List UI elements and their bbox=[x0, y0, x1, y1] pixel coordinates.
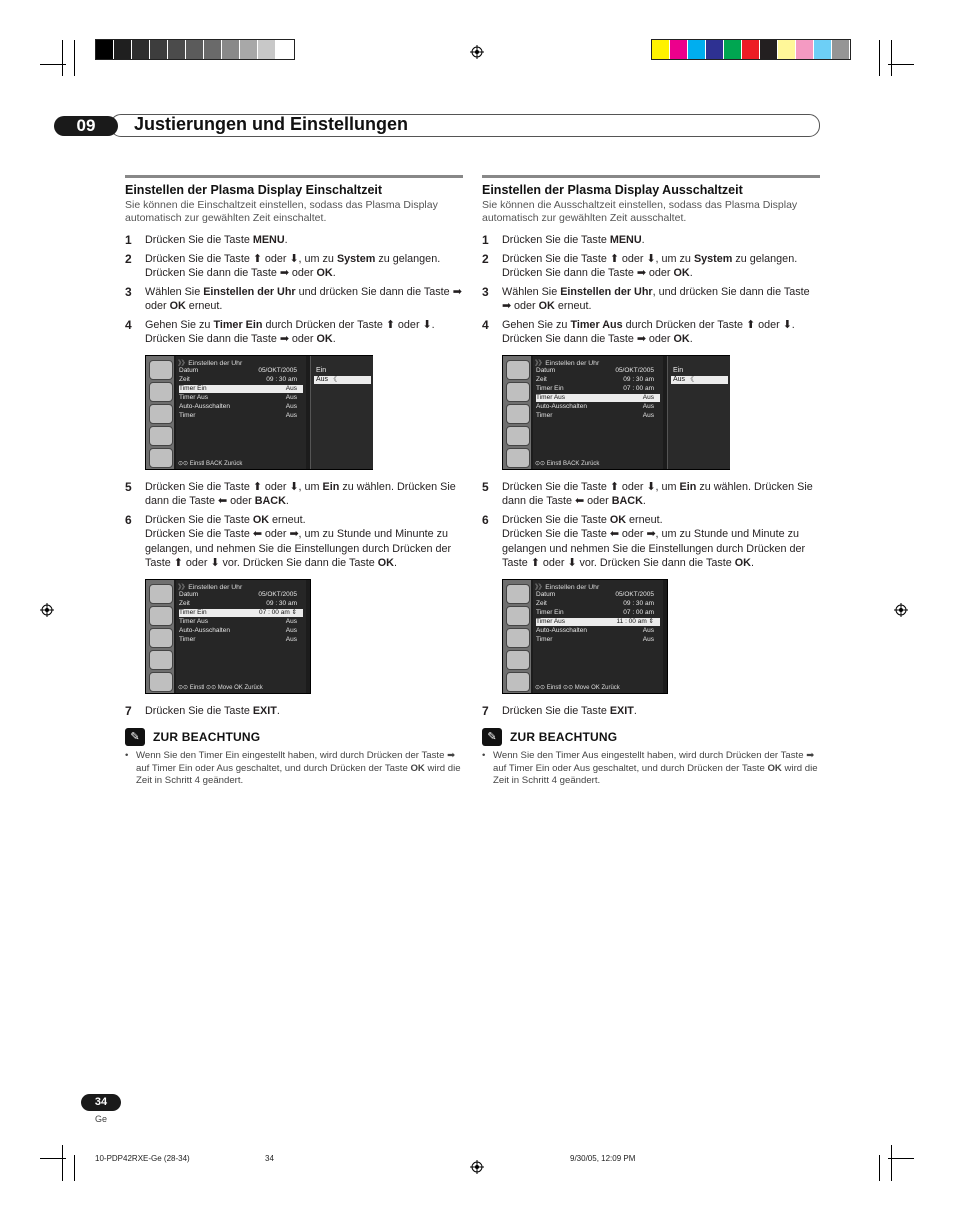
osd-option-panel bbox=[310, 356, 373, 469]
osd-menu-icon bbox=[149, 382, 173, 402]
registration-mark-icon bbox=[470, 45, 484, 59]
osd-row bbox=[536, 618, 660, 626]
gray-swatch bbox=[222, 40, 240, 59]
osd-row-label: Datum bbox=[179, 590, 199, 598]
section-intro: Sie können die Einschaltzeit einstellen, sodass das Plasma Display automatisch zur gewählten Zeit einschaltet. bbox=[125, 199, 438, 224]
osd-row-label: Timer Aus bbox=[179, 617, 209, 625]
note-text: • Wenn Sie den Timer Ein eingestellt haben, wird durch Drücken der Taste ➡ auf Timer Ein oder Aus geschaltet, und durch Drücken der Taste OK wird die Zeit in Schritt 4 geändert. bbox=[125, 750, 463, 788]
gray-swatch bbox=[150, 40, 168, 59]
osd-row-label: Timer Ein bbox=[536, 608, 564, 616]
osd-row-label: Auto-Ausschalten bbox=[536, 626, 587, 634]
chapter-number-badge: 09 bbox=[54, 116, 118, 136]
crop-mark bbox=[74, 40, 75, 76]
osd-row-value: Aus bbox=[642, 393, 654, 401]
osd-row-value: Aus bbox=[285, 617, 297, 625]
osd-row bbox=[179, 627, 303, 635]
osd-row-value: 07 : 00 am bbox=[623, 384, 654, 392]
color-swatch bbox=[688, 40, 706, 59]
osd-main-panel bbox=[176, 580, 306, 693]
osd-icon-column bbox=[503, 356, 531, 469]
osd-row-label: Zeit bbox=[536, 599, 547, 607]
gray-swatch bbox=[240, 40, 258, 59]
osd-row-label: Datum bbox=[536, 590, 556, 598]
osd-menu-icon bbox=[149, 672, 173, 692]
gray-swatch bbox=[186, 40, 204, 59]
osd-option: Aus 《 bbox=[671, 376, 728, 384]
crop-mark bbox=[62, 1145, 63, 1181]
osd-menu-screenshot bbox=[502, 579, 668, 694]
color-swatch bbox=[760, 40, 778, 59]
osd-row-value: 05/OKT/2005 bbox=[258, 366, 297, 374]
osd-title: 》》Einstellen der Uhr bbox=[535, 359, 600, 367]
osd-footer: ⊙⊙ Einstl BACK Zurück bbox=[178, 460, 243, 467]
osd-menu-screenshot bbox=[502, 355, 730, 470]
osd-menu-icon bbox=[149, 448, 173, 468]
osd-row bbox=[536, 394, 660, 402]
gray-swatch bbox=[114, 40, 132, 59]
footer-date: 9/30/05, 12:09 PM bbox=[570, 1154, 636, 1163]
osd-row-label: Timer Aus bbox=[179, 393, 209, 401]
osd-row bbox=[179, 376, 303, 384]
osd-menu-icon bbox=[506, 382, 530, 402]
osd-row bbox=[179, 600, 303, 608]
osd-row-value: Aus bbox=[285, 393, 297, 401]
registration-mark-icon bbox=[40, 603, 54, 617]
note-title: ZUR BEACHTUNG bbox=[153, 730, 261, 744]
osd-row bbox=[536, 591, 660, 599]
osd-row-value: 09 : 30 am bbox=[266, 599, 297, 607]
osd-row-label: Timer Ein bbox=[179, 608, 207, 616]
osd-main-panel bbox=[533, 580, 663, 693]
osd-main-panel bbox=[176, 356, 306, 469]
osd-row-value: Aus bbox=[285, 402, 297, 410]
step-7: 7 Drücken Sie die Taste EXIT. bbox=[482, 703, 637, 718]
osd-row-value: 05/OKT/2005 bbox=[615, 590, 654, 598]
osd-menu-icon bbox=[506, 404, 530, 424]
osd-row-value: Aus bbox=[642, 402, 654, 410]
osd-menu-icon bbox=[149, 606, 173, 626]
pencil-note-icon: ✎ bbox=[125, 728, 145, 746]
step-5: 5 Drücken Sie die Taste ⬆ oder ⬇, um Ein zu wählen. Drücken Sie dann die Taste ⬅ oder BACK. bbox=[125, 479, 456, 507]
crop-mark bbox=[891, 1145, 892, 1181]
note-header bbox=[125, 728, 463, 746]
gray-swatch bbox=[276, 40, 294, 59]
gray-swatch bbox=[204, 40, 222, 59]
step-1: 1 Drücken Sie die Taste MENU. bbox=[125, 233, 288, 247]
step-2: 2 Drücken Sie die Taste ⬆ oder ⬇, um zu System zu gelangen. Drücken Sie dann die Taste ➡ oder OK. bbox=[125, 251, 441, 279]
osd-row-value: Aus bbox=[285, 626, 297, 634]
step-7: 7 Drücken Sie die Taste EXIT. bbox=[125, 703, 280, 718]
osd-row-label: Timer bbox=[179, 635, 196, 643]
osd-footer: ⊙⊙ Einstl ⊙⊙ Move OK Zurück bbox=[535, 684, 620, 691]
osd-row bbox=[536, 367, 660, 375]
registration-mark-icon bbox=[470, 1160, 484, 1174]
crop-mark bbox=[891, 40, 892, 76]
step-3: 3 Wählen Sie Einstellen der Uhr, und drücken Sie dann die Taste ➡ oder OK erneut. bbox=[482, 284, 810, 312]
osd-row bbox=[536, 403, 660, 411]
osd-row-value: 07 : 00 am bbox=[623, 608, 654, 616]
osd-title: 》》Einstellen der Uhr bbox=[178, 359, 243, 367]
registration-mark-icon bbox=[894, 603, 908, 617]
left-column bbox=[125, 175, 463, 788]
note-title: ZUR BEACHTUNG bbox=[510, 730, 618, 744]
color-swatch bbox=[778, 40, 796, 59]
osd-row-label: Datum bbox=[536, 366, 556, 374]
note-text: • Wenn Sie den Timer Aus eingestellt haben, wird durch Drücken der Taste ➡ auf Timer Ein oder Aus geschaltet, und durch Drücken der Taste OK wird die Zeit in Schritt 4 geändert. bbox=[482, 750, 820, 788]
note-header bbox=[482, 728, 820, 746]
osd-row bbox=[179, 591, 303, 599]
osd-row bbox=[179, 385, 303, 393]
osd-menu-icon bbox=[149, 650, 173, 670]
footer-page: 34 bbox=[265, 1154, 274, 1163]
osd-menu-icon bbox=[506, 584, 530, 604]
osd-row-value: 07 : 00 am ⇕ bbox=[259, 608, 297, 616]
color-swatch bbox=[814, 40, 832, 59]
osd-row bbox=[536, 600, 660, 608]
osd-row bbox=[536, 636, 660, 644]
pencil-note-icon: ✎ bbox=[482, 728, 502, 746]
osd-title: 》》Einstellen der Uhr bbox=[178, 583, 243, 591]
gray-swatch bbox=[168, 40, 186, 59]
osd-row-label: Datum bbox=[179, 366, 199, 374]
osd-row-label: Timer bbox=[536, 411, 553, 419]
osd-row-label: Zeit bbox=[536, 375, 547, 383]
osd-row-value: Aus bbox=[642, 635, 654, 643]
osd-row-value: Aus bbox=[285, 635, 297, 643]
osd-row-value: 09 : 30 am bbox=[623, 599, 654, 607]
osd-row-label: Auto-Ausschalten bbox=[536, 402, 587, 410]
osd-row-label: Timer bbox=[536, 635, 553, 643]
osd-title: 》》Einstellen der Uhr bbox=[535, 583, 600, 591]
crop-mark bbox=[879, 40, 880, 76]
osd-row bbox=[536, 609, 660, 617]
osd-option-panel bbox=[667, 356, 730, 469]
osd-row bbox=[179, 403, 303, 411]
color-swatch-bar bbox=[651, 39, 851, 60]
color-swatch bbox=[706, 40, 724, 59]
step-4: 4 Gehen Sie zu Timer Ein durch Drücken der Taste ⬆ oder ⬇. Drücken Sie dann die Taste ➡ oder OK. bbox=[125, 317, 435, 345]
step-6: 6 Drücken Sie die Taste OK erneut. Drücken Sie die Taste ⬅ oder ➡, um zu Stunde und Minunte zu gelangen, und nehmen Sie die Einstellungen durch Drücken der Taste ⬆ oder ⬇ vor. Drücken Sie dann die Taste OK. bbox=[125, 512, 452, 569]
color-swatch bbox=[670, 40, 688, 59]
osd-row bbox=[179, 618, 303, 626]
crop-mark bbox=[62, 40, 63, 76]
osd-main-panel bbox=[533, 356, 663, 469]
osd-row-label: Timer Aus bbox=[536, 393, 566, 401]
osd-row bbox=[179, 367, 303, 375]
osd-row-value: Aus bbox=[285, 384, 297, 392]
osd-row bbox=[179, 609, 303, 617]
osd-menu-icon bbox=[506, 426, 530, 446]
osd-row-label: Timer Ein bbox=[179, 384, 207, 392]
osd-menu-icon bbox=[506, 628, 530, 648]
osd-row-label: Timer Ein bbox=[536, 384, 564, 392]
osd-row-label: Auto-Ausschalten bbox=[179, 626, 230, 634]
osd-menu-icon bbox=[506, 448, 530, 468]
step-4: 4 Gehen Sie zu Timer Aus durch Drücken der Taste ⬆ oder ⬇. Drücken Sie dann die Taste ➡ oder OK. bbox=[482, 317, 795, 345]
osd-menu-icon bbox=[506, 650, 530, 670]
osd-footer: ⊙⊙ Einstl BACK Zurück bbox=[535, 460, 600, 467]
language-code: Ge bbox=[95, 1114, 108, 1124]
osd-row bbox=[536, 412, 660, 420]
osd-row-value: Aus bbox=[285, 411, 297, 419]
osd-option: Ein bbox=[316, 366, 327, 374]
crop-mark bbox=[74, 1155, 75, 1181]
section-intro: Sie können die Ausschaltzeit einstellen, sodass das Plasma Display automatisch zur gewählten Zeit ausschaltet. bbox=[482, 199, 798, 224]
osd-menu-icon bbox=[149, 584, 173, 604]
osd-menu-icon bbox=[506, 360, 530, 380]
color-swatch bbox=[652, 40, 670, 59]
osd-row-label: Zeit bbox=[179, 599, 190, 607]
osd-row-label: Timer bbox=[179, 411, 196, 419]
section-title: Einstellen der Plasma Display Ausschaltzeit bbox=[482, 183, 743, 197]
osd-menu-screenshot bbox=[145, 579, 311, 694]
footer-file: 10-PDP42RXE-Ge (28-34) bbox=[95, 1154, 190, 1163]
osd-row-value: 09 : 30 am bbox=[623, 375, 654, 383]
section-title: Einstellen der Plasma Display Einschaltzeit bbox=[125, 183, 383, 197]
osd-menu-icon bbox=[149, 426, 173, 446]
section-rule bbox=[482, 175, 820, 178]
osd-row-value: 05/OKT/2005 bbox=[615, 366, 654, 374]
grayscale-swatch-bar bbox=[95, 39, 295, 60]
osd-icon-column bbox=[146, 580, 174, 693]
osd-menu-icon bbox=[149, 360, 173, 380]
osd-row-value: Aus bbox=[642, 626, 654, 634]
osd-option: Aus 《 bbox=[314, 376, 371, 384]
crop-mark bbox=[879, 1155, 880, 1181]
osd-row-value: Aus bbox=[642, 411, 654, 419]
step-6: 6 Drücken Sie die Taste OK erneut. Drücken Sie die Taste ⬅ oder ➡, um zu Stunde und Minute zu gelangen und nehmen Sie die Einstellungen durch Drücken der Taste ⬆ oder ⬇ vor. Drücken Sie dann die Taste OK. bbox=[482, 512, 806, 569]
osd-row-value: 09 : 30 am bbox=[266, 375, 297, 383]
chapter-title: Justierungen und Einstellungen bbox=[134, 114, 409, 134]
osd-option: Ein bbox=[673, 366, 684, 374]
osd-menu-icon bbox=[506, 672, 530, 692]
osd-icon-column bbox=[146, 356, 174, 469]
osd-row-label: Auto-Ausschalten bbox=[179, 402, 230, 410]
page-number: 34 bbox=[81, 1094, 121, 1111]
step-1: 1 Drücken Sie die Taste MENU. bbox=[482, 233, 645, 247]
osd-row bbox=[536, 376, 660, 384]
step-3: 3 Wählen Sie Einstellen der Uhr und drücken Sie dann die Taste ➡ oder OK erneut. bbox=[125, 284, 462, 312]
color-swatch bbox=[742, 40, 760, 59]
osd-menu-icon bbox=[506, 606, 530, 626]
osd-menu-icon bbox=[149, 404, 173, 424]
osd-row bbox=[179, 412, 303, 420]
gray-swatch bbox=[132, 40, 150, 59]
osd-menu-screenshot bbox=[145, 355, 373, 470]
right-column bbox=[482, 175, 820, 788]
step-2: 2 Drücken Sie die Taste ⬆ oder ⬇, um zu System zu gelangen. Drücken Sie dann die Taste ➡ oder OK. bbox=[482, 251, 798, 279]
gray-swatch bbox=[96, 40, 114, 59]
color-swatch bbox=[796, 40, 814, 59]
osd-menu-icon bbox=[149, 628, 173, 648]
osd-row bbox=[536, 627, 660, 635]
color-swatch bbox=[724, 40, 742, 59]
osd-row-value: 11 : 00 am ⇕ bbox=[616, 617, 654, 625]
step-5: 5 Drücken Sie die Taste ⬆ oder ⬇, um Ein zu wählen. Drücken Sie dann die Taste ⬅ oder BACK. bbox=[482, 479, 813, 507]
gray-swatch bbox=[258, 40, 276, 59]
osd-row bbox=[179, 394, 303, 402]
section-rule bbox=[125, 175, 463, 178]
osd-row-value: 05/OKT/2005 bbox=[258, 590, 297, 598]
osd-row bbox=[179, 636, 303, 644]
osd-footer: ⊙⊙ Einstl ⊙⊙ Move OK Zurück bbox=[178, 684, 263, 691]
osd-row-label: Timer Aus bbox=[536, 617, 566, 625]
color-swatch bbox=[832, 40, 850, 59]
osd-row-label: Zeit bbox=[179, 375, 190, 383]
osd-icon-column bbox=[503, 580, 531, 693]
osd-row bbox=[536, 385, 660, 393]
